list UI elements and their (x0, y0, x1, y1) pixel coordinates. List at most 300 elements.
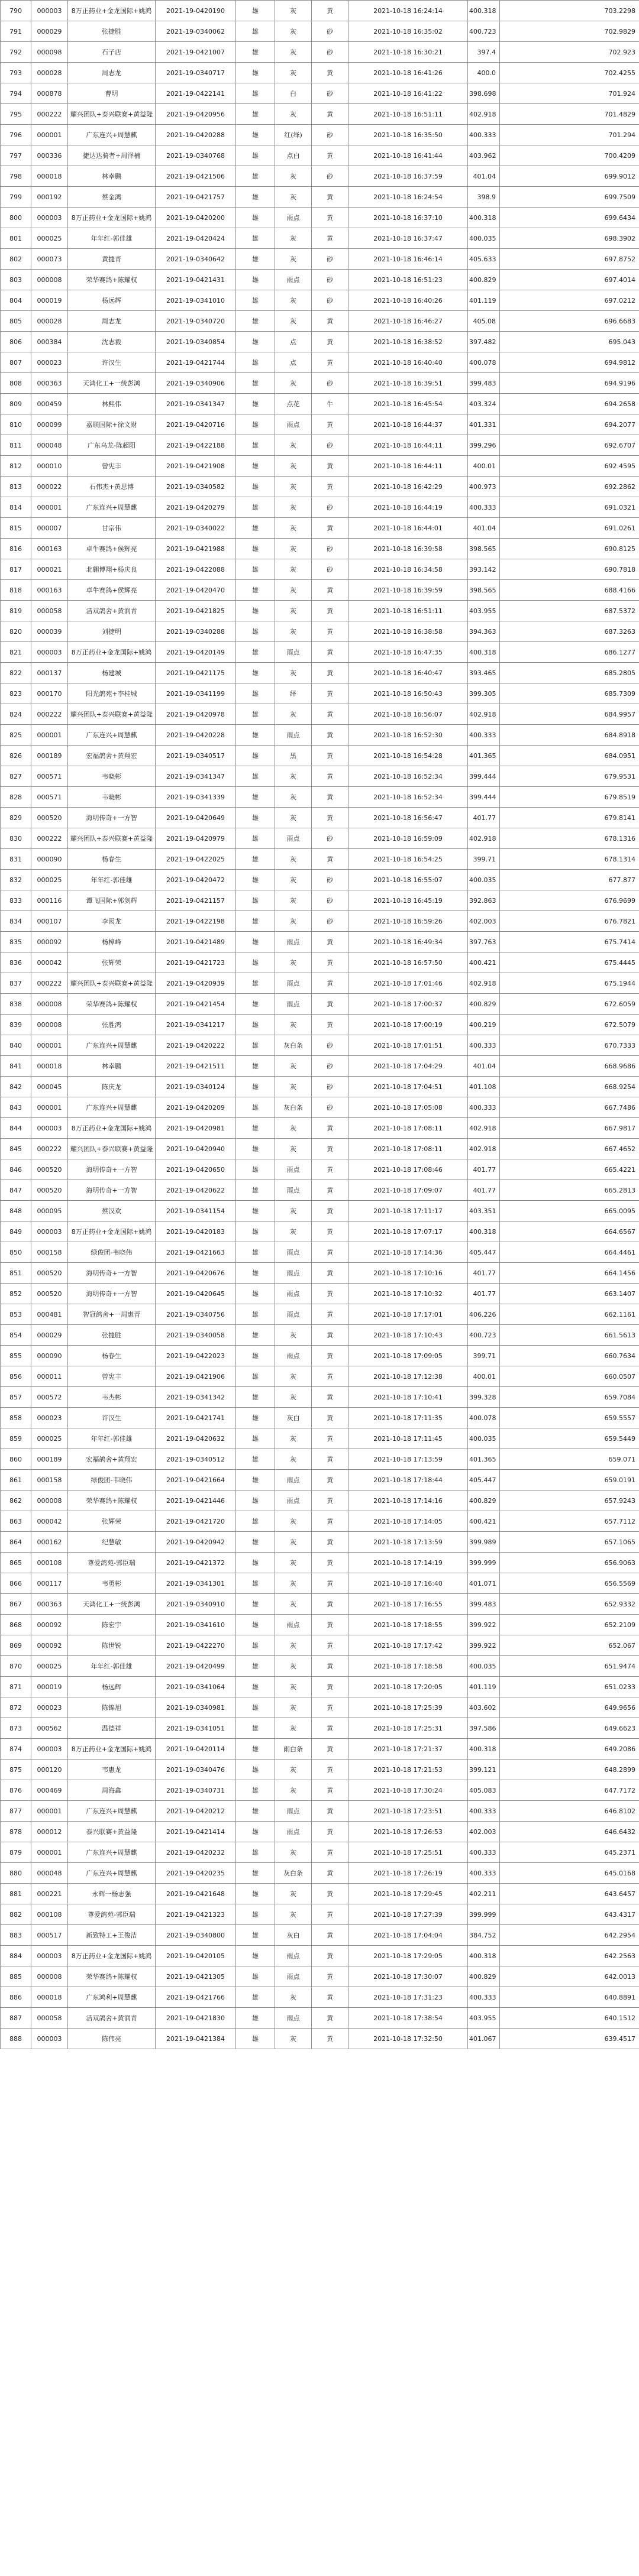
gender-cell: 雄 (236, 1346, 275, 1366)
feather-color-cell: 灰白条 (275, 1863, 312, 1884)
gender-cell: 雄 (236, 932, 275, 952)
arrival-time-cell: 2021-10-18 17:14:16 (348, 1490, 468, 1511)
gender-cell: 雄 (236, 1221, 275, 1242)
distance-cell: 400.973 (468, 477, 500, 497)
distance-cell: 400.035 (468, 228, 500, 249)
rank-cell: 875 (1, 1760, 31, 1780)
eye-color-cell: 砂 (312, 166, 348, 187)
table-row (1, 1221, 639, 1242)
member-id-cell: 000222 (31, 1139, 68, 1159)
feather-color-cell: 雨点 (275, 1822, 312, 1842)
distance-cell: 400.318 (468, 1221, 500, 1242)
speed-cell: 687.3263 (500, 621, 639, 642)
rank-cell: 812 (1, 456, 31, 477)
speed-cell: 685.7309 (500, 683, 639, 704)
rank-cell: 808 (1, 373, 31, 394)
arrival-time-cell: 2021-10-18 17:10:32 (348, 1284, 468, 1304)
table-row (1, 228, 639, 249)
feather-color-cell: 灰 (275, 1077, 312, 1097)
table-row (1, 1035, 639, 1056)
ring-number-cell: 2021-19-0421664 (156, 1470, 236, 1490)
member-id-cell: 000108 (31, 1904, 68, 1925)
name-cell: 宏福鸽舍+黄翔宏 (68, 746, 156, 766)
gender-cell: 雄 (236, 187, 275, 208)
arrival-time-cell: 2021-10-18 17:17:42 (348, 1635, 468, 1656)
table-row (1, 1015, 639, 1035)
table-row (1, 311, 639, 332)
arrival-time-cell: 2021-10-18 17:26:53 (348, 1822, 468, 1842)
table-row (1, 1387, 639, 1408)
eye-color-cell: 黄 (312, 1615, 348, 1635)
rank-cell: 831 (1, 849, 31, 870)
eye-color-cell: 黄 (312, 1201, 348, 1221)
gender-cell: 雄 (236, 1035, 275, 1056)
member-id-cell: 000520 (31, 1263, 68, 1284)
gender-cell: 雄 (236, 642, 275, 663)
table-row (1, 808, 639, 828)
name-cell: 广东鸿利+周慧麒 (68, 1987, 156, 2008)
arrival-time-cell: 2021-10-18 17:20:05 (348, 1677, 468, 1697)
feather-color-cell: 灰 (275, 704, 312, 725)
eye-color-cell: 砂 (312, 435, 348, 456)
speed-cell: 659.0191 (500, 1470, 639, 1490)
member-id-cell: 000003 (31, 1946, 68, 1966)
eye-color-cell: 黄 (312, 1449, 348, 1470)
speed-cell: 702.923 (500, 42, 639, 63)
distance-cell: 400.333 (468, 1097, 500, 1118)
arrival-time-cell: 2021-10-18 16:44:11 (348, 456, 468, 477)
eye-color-cell: 黄 (312, 725, 348, 746)
ring-number-cell: 2021-19-0420956 (156, 104, 236, 125)
speed-cell: 660.0507 (500, 1366, 639, 1387)
name-cell: 荣华赛鸽+陈耀权 (68, 1490, 156, 1511)
arrival-time-cell: 2021-10-18 16:39:59 (348, 580, 468, 601)
name-cell: 泰兴联赛+黄益隆 (68, 1822, 156, 1842)
gender-cell: 雄 (236, 332, 275, 352)
gender-cell: 雄 (236, 1428, 275, 1449)
eye-color-cell: 黄 (312, 1470, 348, 1490)
feather-color-cell: 灰 (275, 166, 312, 187)
table-row (1, 828, 639, 849)
ring-number-cell: 2021-19-0420183 (156, 1221, 236, 1242)
rank-cell: 828 (1, 787, 31, 808)
name-cell: 杨远辉 (68, 1677, 156, 1697)
distance-cell: 405.447 (468, 1242, 500, 1263)
arrival-time-cell: 2021-10-18 17:18:44 (348, 1470, 468, 1490)
speed-cell: 659.071 (500, 1449, 639, 1470)
distance-cell: 400.333 (468, 1801, 500, 1822)
ring-number-cell: 2021-19-0421720 (156, 1511, 236, 1532)
rank-cell: 830 (1, 828, 31, 849)
speed-cell: 676.9699 (500, 890, 639, 911)
member-id-cell: 000018 (31, 166, 68, 187)
feather-color-cell: 灰 (275, 1325, 312, 1346)
ring-number-cell: 2021-19-0341610 (156, 1615, 236, 1635)
gender-cell: 雄 (236, 228, 275, 249)
gender-cell: 雄 (236, 1925, 275, 1946)
member-id-cell: 000001 (31, 1035, 68, 1056)
name-cell: 洁双鸽舍+黄润青 (68, 601, 156, 621)
arrival-time-cell: 2021-10-18 17:25:31 (348, 1718, 468, 1739)
ring-number-cell: 2021-19-0420622 (156, 1180, 236, 1201)
rank-cell: 886 (1, 1987, 31, 2008)
name-cell: 杨樟峰 (68, 932, 156, 952)
rank-cell: 873 (1, 1718, 31, 1739)
table-row (1, 456, 639, 477)
speed-cell: 675.1944 (500, 973, 639, 994)
gender-cell: 雄 (236, 621, 275, 642)
gender-cell: 雄 (236, 125, 275, 145)
rank-cell: 843 (1, 1097, 31, 1118)
name-cell: 广东连兴+周慧麒 (68, 1097, 156, 1118)
distance-cell: 405.08 (468, 311, 500, 332)
member-id-cell: 000163 (31, 580, 68, 601)
eye-color-cell: 黄 (312, 766, 348, 787)
feather-color-cell: 灰 (275, 1594, 312, 1615)
rank-cell: 871 (1, 1677, 31, 1697)
member-id-cell: 000189 (31, 1449, 68, 1470)
member-id-cell: 000481 (31, 1304, 68, 1325)
arrival-time-cell: 2021-10-18 17:10:16 (348, 1263, 468, 1284)
name-cell: 嘉联国际+徐文财 (68, 414, 156, 435)
feather-color-cell: 灰 (275, 21, 312, 42)
rank-cell: 850 (1, 1242, 31, 1263)
speed-cell: 700.4209 (500, 145, 639, 166)
ring-number-cell: 2021-19-0341217 (156, 1015, 236, 1035)
table-row (1, 1263, 639, 1284)
gender-cell: 雄 (236, 414, 275, 435)
table-row (1, 2008, 639, 2029)
speed-cell: 656.5569 (500, 1573, 639, 1594)
table-row (1, 1966, 639, 1987)
ring-number-cell: 2021-19-0420645 (156, 1284, 236, 1304)
member-id-cell: 000163 (31, 539, 68, 559)
member-id-cell: 000008 (31, 1015, 68, 1035)
distance-cell: 398.565 (468, 539, 500, 559)
table-row (1, 1056, 639, 1077)
gender-cell: 雄 (236, 683, 275, 704)
name-cell: 8万正药业+金龙国际+姚鸿 (68, 1118, 156, 1139)
member-id-cell: 000003 (31, 1, 68, 21)
table-row (1, 1697, 639, 1718)
eye-color-cell: 黄 (312, 104, 348, 125)
name-cell: 石伟杰+黄思博 (68, 477, 156, 497)
eye-color-cell: 黄 (312, 621, 348, 642)
arrival-time-cell: 2021-10-18 16:50:43 (348, 683, 468, 704)
name-cell: 新致特工+王俊洁 (68, 1925, 156, 1946)
gender-cell: 雄 (236, 1470, 275, 1490)
distance-cell: 401.77 (468, 808, 500, 828)
eye-color-cell: 黄 (312, 1263, 348, 1284)
ring-number-cell: 2021-19-0421908 (156, 456, 236, 477)
gender-cell: 雄 (236, 435, 275, 456)
ring-number-cell: 2021-19-0340981 (156, 1697, 236, 1718)
ring-number-cell: 2021-19-0340731 (156, 1780, 236, 1801)
arrival-time-cell: 2021-10-18 16:41:26 (348, 63, 468, 83)
table-row (1, 1, 639, 21)
feather-color-cell: 雨点 (275, 1490, 312, 1511)
ring-number-cell: 2021-19-0420200 (156, 208, 236, 228)
eye-color-cell: 砂 (312, 828, 348, 849)
name-cell: 阳光鸽苑+李桂城 (68, 683, 156, 704)
distance-cell: 402.918 (468, 104, 500, 125)
name-cell: 杨远辉 (68, 290, 156, 311)
name-cell: 智冠鸽舍+一周惠青 (68, 1304, 156, 1325)
eye-color-cell: 黄 (312, 994, 348, 1015)
arrival-time-cell: 2021-10-18 17:09:07 (348, 1180, 468, 1201)
table-row (1, 1490, 639, 1511)
arrival-time-cell: 2021-10-18 16:57:50 (348, 952, 468, 973)
distance-cell: 402.918 (468, 1118, 500, 1139)
eye-color-cell: 黄 (312, 1346, 348, 1366)
gender-cell: 雄 (236, 559, 275, 580)
table-row (1, 1346, 639, 1366)
arrival-time-cell: 2021-10-18 17:04:29 (348, 1056, 468, 1077)
table-row (1, 42, 639, 63)
rank-cell: 867 (1, 1594, 31, 1615)
name-cell: 纪慧敏 (68, 1532, 156, 1553)
speed-cell: 692.4595 (500, 456, 639, 477)
eye-color-cell: 黄 (312, 2029, 348, 2049)
name-cell: 耀兴团队+泰兴联赛+黄益隆 (68, 973, 156, 994)
arrival-time-cell: 2021-10-18 17:01:46 (348, 973, 468, 994)
name-cell: 陈锦旭 (68, 1697, 156, 1718)
name-cell: 耀兴团队+泰兴联赛+黄益隆 (68, 704, 156, 725)
feather-color-cell: 灰白 (275, 1408, 312, 1428)
arrival-time-cell: 2021-10-18 17:30:07 (348, 1966, 468, 1987)
eye-color-cell: 黄 (312, 601, 348, 621)
feather-color-cell: 灰 (275, 1201, 312, 1221)
member-id-cell: 000058 (31, 601, 68, 621)
rank-cell: 821 (1, 642, 31, 663)
eye-color-cell: 黄 (312, 1573, 348, 1594)
eye-color-cell: 黄 (312, 1118, 348, 1139)
ring-number-cell: 2021-19-0420235 (156, 1863, 236, 1884)
feather-color-cell: 灰 (275, 311, 312, 332)
gender-cell: 雄 (236, 952, 275, 973)
speed-cell: 701.924 (500, 83, 639, 104)
ring-number-cell: 2021-19-0341064 (156, 1677, 236, 1697)
rank-cell: 794 (1, 83, 31, 104)
feather-color-cell: 灰 (275, 1573, 312, 1594)
name-cell: 广东连兴+周慧麒 (68, 1801, 156, 1822)
speed-cell: 697.0212 (500, 290, 639, 311)
member-id-cell: 000222 (31, 104, 68, 125)
eye-color-cell: 黄 (312, 1015, 348, 1035)
ring-number-cell: 2021-19-0341342 (156, 1387, 236, 1408)
name-cell: 张捷胜 (68, 21, 156, 42)
arrival-time-cell: 2021-10-18 16:52:30 (348, 725, 468, 746)
name-cell: 周志龙 (68, 63, 156, 83)
eye-color-cell: 砂 (312, 539, 348, 559)
gender-cell: 雄 (236, 1697, 275, 1718)
distance-cell: 401.77 (468, 1263, 500, 1284)
feather-color-cell: 灰 (275, 63, 312, 83)
arrival-time-cell: 2021-10-18 16:24:14 (348, 1, 468, 21)
rank-cell: 877 (1, 1801, 31, 1822)
distance-cell: 401.108 (468, 1077, 500, 1097)
speed-cell: 672.6059 (500, 994, 639, 1015)
speed-cell: 699.6434 (500, 208, 639, 228)
member-id-cell: 000003 (31, 1739, 68, 1760)
feather-color-cell: 灰 (275, 1904, 312, 1925)
name-cell: 杨建城 (68, 663, 156, 683)
gender-cell: 雄 (236, 1366, 275, 1387)
name-cell: 8万正药业+金龙国际+姚鸿 (68, 1221, 156, 1242)
gender-cell: 雄 (236, 394, 275, 414)
feather-color-cell: 灰 (275, 1780, 312, 1801)
distance-cell: 405.633 (468, 249, 500, 270)
ring-number-cell: 2021-19-0340756 (156, 1304, 236, 1325)
feather-color-cell: 灰 (275, 290, 312, 311)
rank-cell: 862 (1, 1490, 31, 1511)
rank-cell: 880 (1, 1863, 31, 1884)
table-row (1, 683, 639, 704)
arrival-time-cell: 2021-10-18 17:21:37 (348, 1739, 468, 1760)
distance-cell: 401.77 (468, 1159, 500, 1180)
eye-color-cell: 黄 (312, 1842, 348, 1863)
ring-number-cell: 2021-19-0421663 (156, 1242, 236, 1263)
arrival-time-cell: 2021-10-18 17:18:55 (348, 1615, 468, 1635)
member-id-cell: 000107 (31, 911, 68, 932)
name-cell: 海明传奇+一方智 (68, 1180, 156, 1201)
rank-cell: 866 (1, 1573, 31, 1594)
distance-cell: 400.035 (468, 870, 500, 890)
gender-cell: 雄 (236, 787, 275, 808)
gender-cell: 雄 (236, 828, 275, 849)
member-id-cell: 000517 (31, 1925, 68, 1946)
eye-color-cell: 黄 (312, 1553, 348, 1573)
speed-cell: 694.2077 (500, 414, 639, 435)
rank-cell: 810 (1, 414, 31, 435)
distance-cell: 402.918 (468, 704, 500, 725)
ring-number-cell: 2021-19-0420212 (156, 1801, 236, 1822)
eye-color-cell: 黄 (312, 683, 348, 704)
name-cell: 黄捷青 (68, 249, 156, 270)
feather-color-cell: 点 (275, 332, 312, 352)
ring-number-cell: 2021-19-0340582 (156, 477, 236, 497)
ring-number-cell: 2021-19-0340517 (156, 746, 236, 766)
arrival-time-cell: 2021-10-18 17:16:40 (348, 1573, 468, 1594)
member-id-cell: 000222 (31, 973, 68, 994)
speed-cell: 663.1407 (500, 1284, 639, 1304)
member-id-cell: 000520 (31, 1284, 68, 1304)
feather-color-cell: 灰 (275, 1532, 312, 1553)
rank-cell: 807 (1, 352, 31, 373)
name-cell: 周志龙 (68, 311, 156, 332)
speed-cell: 647.7172 (500, 1780, 639, 1801)
eye-color-cell: 黄 (312, 1428, 348, 1449)
name-cell: 耀兴团队+泰兴联赛+黄益隆 (68, 828, 156, 849)
gender-cell: 雄 (236, 21, 275, 42)
name-cell: 天鸿化工+一统彭鸿 (68, 1594, 156, 1615)
eye-color-cell: 黄 (312, 808, 348, 828)
member-id-cell: 000222 (31, 704, 68, 725)
eye-color-cell: 黄 (312, 187, 348, 208)
name-cell: 谭飞国际+郭剑辉 (68, 890, 156, 911)
eye-color-cell: 黄 (312, 2008, 348, 2029)
eye-color-cell: 砂 (312, 1035, 348, 1056)
name-cell: 沈志毅 (68, 332, 156, 352)
gender-cell: 雄 (236, 1325, 275, 1346)
feather-color-cell: 雨点 (275, 1159, 312, 1180)
distance-cell: 399.444 (468, 766, 500, 787)
member-id-cell: 000058 (31, 2008, 68, 2029)
rank-cell: 822 (1, 663, 31, 683)
distance-cell: 400.333 (468, 125, 500, 145)
name-cell: 宏福鸽舍+黄翔宏 (68, 1449, 156, 1470)
distance-cell: 399.922 (468, 1635, 500, 1656)
ring-number-cell: 2021-19-0420979 (156, 828, 236, 849)
rank-cell: 827 (1, 766, 31, 787)
member-id-cell: 000025 (31, 1428, 68, 1449)
speed-cell: 667.7486 (500, 1097, 639, 1118)
feather-color-cell: 雨点 (275, 932, 312, 952)
eye-color-cell: 砂 (312, 270, 348, 290)
arrival-time-cell: 2021-10-18 16:44:11 (348, 435, 468, 456)
ring-number-cell: 2021-19-0421988 (156, 539, 236, 559)
table-row (1, 166, 639, 187)
distance-cell: 401.77 (468, 1180, 500, 1201)
ring-number-cell: 2021-19-0340642 (156, 249, 236, 270)
eye-color-cell: 黄 (312, 1490, 348, 1511)
arrival-time-cell: 2021-10-18 16:37:47 (348, 228, 468, 249)
speed-cell: 646.8102 (500, 1801, 639, 1822)
ring-number-cell: 2021-19-0422088 (156, 559, 236, 580)
feather-color-cell: 雨点 (275, 1242, 312, 1263)
ring-number-cell: 2021-19-0421414 (156, 1822, 236, 1842)
gender-cell: 雄 (236, 145, 275, 166)
gender-cell: 雄 (236, 1532, 275, 1553)
eye-color-cell: 黄 (312, 1139, 348, 1159)
ring-number-cell: 2021-19-0421830 (156, 2008, 236, 2029)
member-id-cell: 000008 (31, 270, 68, 290)
feather-color-cell: 灰 (275, 1428, 312, 1449)
rank-cell: 790 (1, 1, 31, 21)
ring-number-cell: 2021-19-0340910 (156, 1594, 236, 1615)
distance-cell: 399.444 (468, 787, 500, 808)
member-id-cell: 000192 (31, 187, 68, 208)
speed-cell: 702.9829 (500, 21, 639, 42)
member-id-cell: 000384 (31, 332, 68, 352)
table-row (1, 249, 639, 270)
ring-number-cell: 2021-19-0420942 (156, 1532, 236, 1553)
table-row (1, 1532, 639, 1553)
ring-number-cell: 2021-19-0420632 (156, 1428, 236, 1449)
ring-number-cell: 2021-19-0421757 (156, 187, 236, 208)
member-id-cell: 000170 (31, 683, 68, 704)
eye-color-cell: 黄 (312, 704, 348, 725)
name-cell: 李闳龙 (68, 911, 156, 932)
speed-cell: 692.2862 (500, 477, 639, 497)
rank-cell: 796 (1, 125, 31, 145)
member-id-cell: 000022 (31, 477, 68, 497)
speed-cell: 691.0261 (500, 518, 639, 539)
feather-color-cell: 雨点 (275, 414, 312, 435)
eye-color-cell: 砂 (312, 1056, 348, 1077)
speed-cell: 659.5557 (500, 1408, 639, 1428)
ring-number-cell: 2021-19-0340717 (156, 63, 236, 83)
table-row (1, 394, 639, 414)
eye-color-cell: 黄 (312, 849, 348, 870)
name-cell: 荣华赛鸽+陈耀权 (68, 1966, 156, 1987)
speed-cell: 697.8752 (500, 249, 639, 270)
feather-color-cell: 灰 (275, 477, 312, 497)
distance-cell: 401.77 (468, 1284, 500, 1304)
arrival-time-cell: 2021-10-18 17:11:35 (348, 1408, 468, 1428)
member-id-cell: 000048 (31, 1863, 68, 1884)
gender-cell: 雄 (236, 1904, 275, 1925)
